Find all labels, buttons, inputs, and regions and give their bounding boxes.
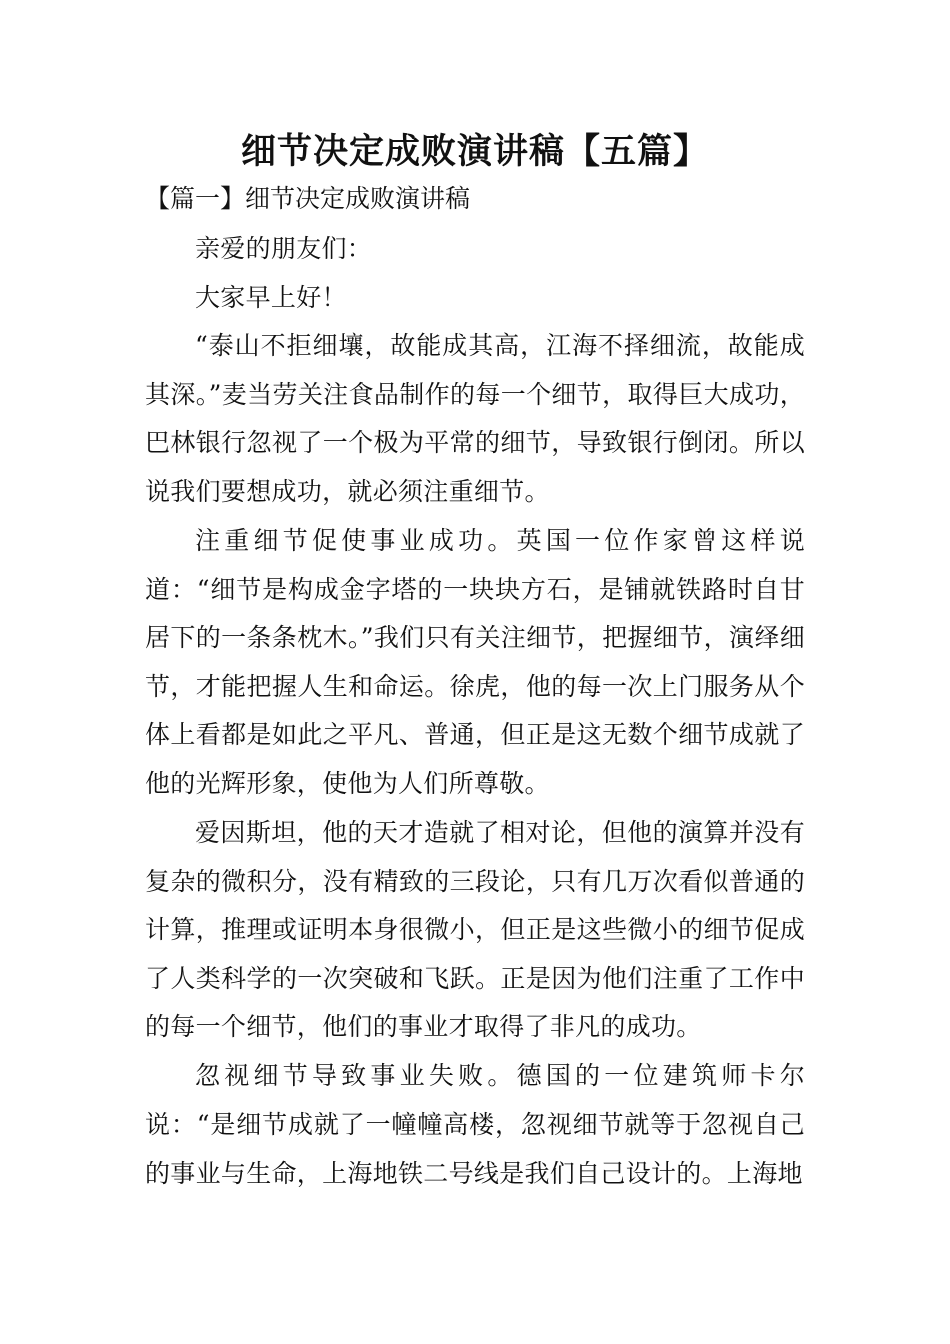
greeting-paragraph: 大家早上好！ [195,282,347,312]
body-paragraph: 忽视细节导致事业失败。德国的一位建筑师卡尔说：“是细节成就了一幢幢高楼，忽视细节就等于忽视自己的事业与生命，上海地铁二号线是我们自己设计的。上海地 [145,1061,805,1188]
body-paragraph: “泰山不拒细壤，故能成其高，江海不择细流，故能成其深。”麦当劳关注食品制作的每一个细节，取得巨大成功，巴林银行忽视了一个极为平常的细节，导致银行倒闭。所以说我们要想成功，就必须注重细节。 [145,331,805,506]
section-heading: 【篇一】细节决定成败演讲稿 [145,184,471,213]
document-title: 细节决定成败演讲稿【五篇】 [240,131,709,172]
salutation-paragraph: 亲爱的朋友们： [195,234,373,263]
body-paragraph: 注重细节促使事业成功。英国一位作家曾这样说道：“细节是构成金字塔的一块块方石，是铺就铁路时自甘居下的一条条枕木。”我们只有关注细节，把握细节，演绎细节，才能把握人生和命运。徐虎，他的每一次上门服务从个体上看都是如此之平凡、普通，但正是这无数个细节成就了他的光辉形象，使他为人们所尊敬。 [145,526,805,798]
document-body [145,225,805,1199]
body-paragraph: 爱因斯坦，他的天才造就了相对论，但他的演算并没有复杂的微积分，没有精致的三段论，只有几万次看似普通的计算，推理或证明本身很微小，但正是这些微小的细节促成了人类科学的一次突破和飞跃。正是因为他们注重了工作中的每一个细节，他们的事业才取得了非凡的成功。 [145,818,805,1042]
